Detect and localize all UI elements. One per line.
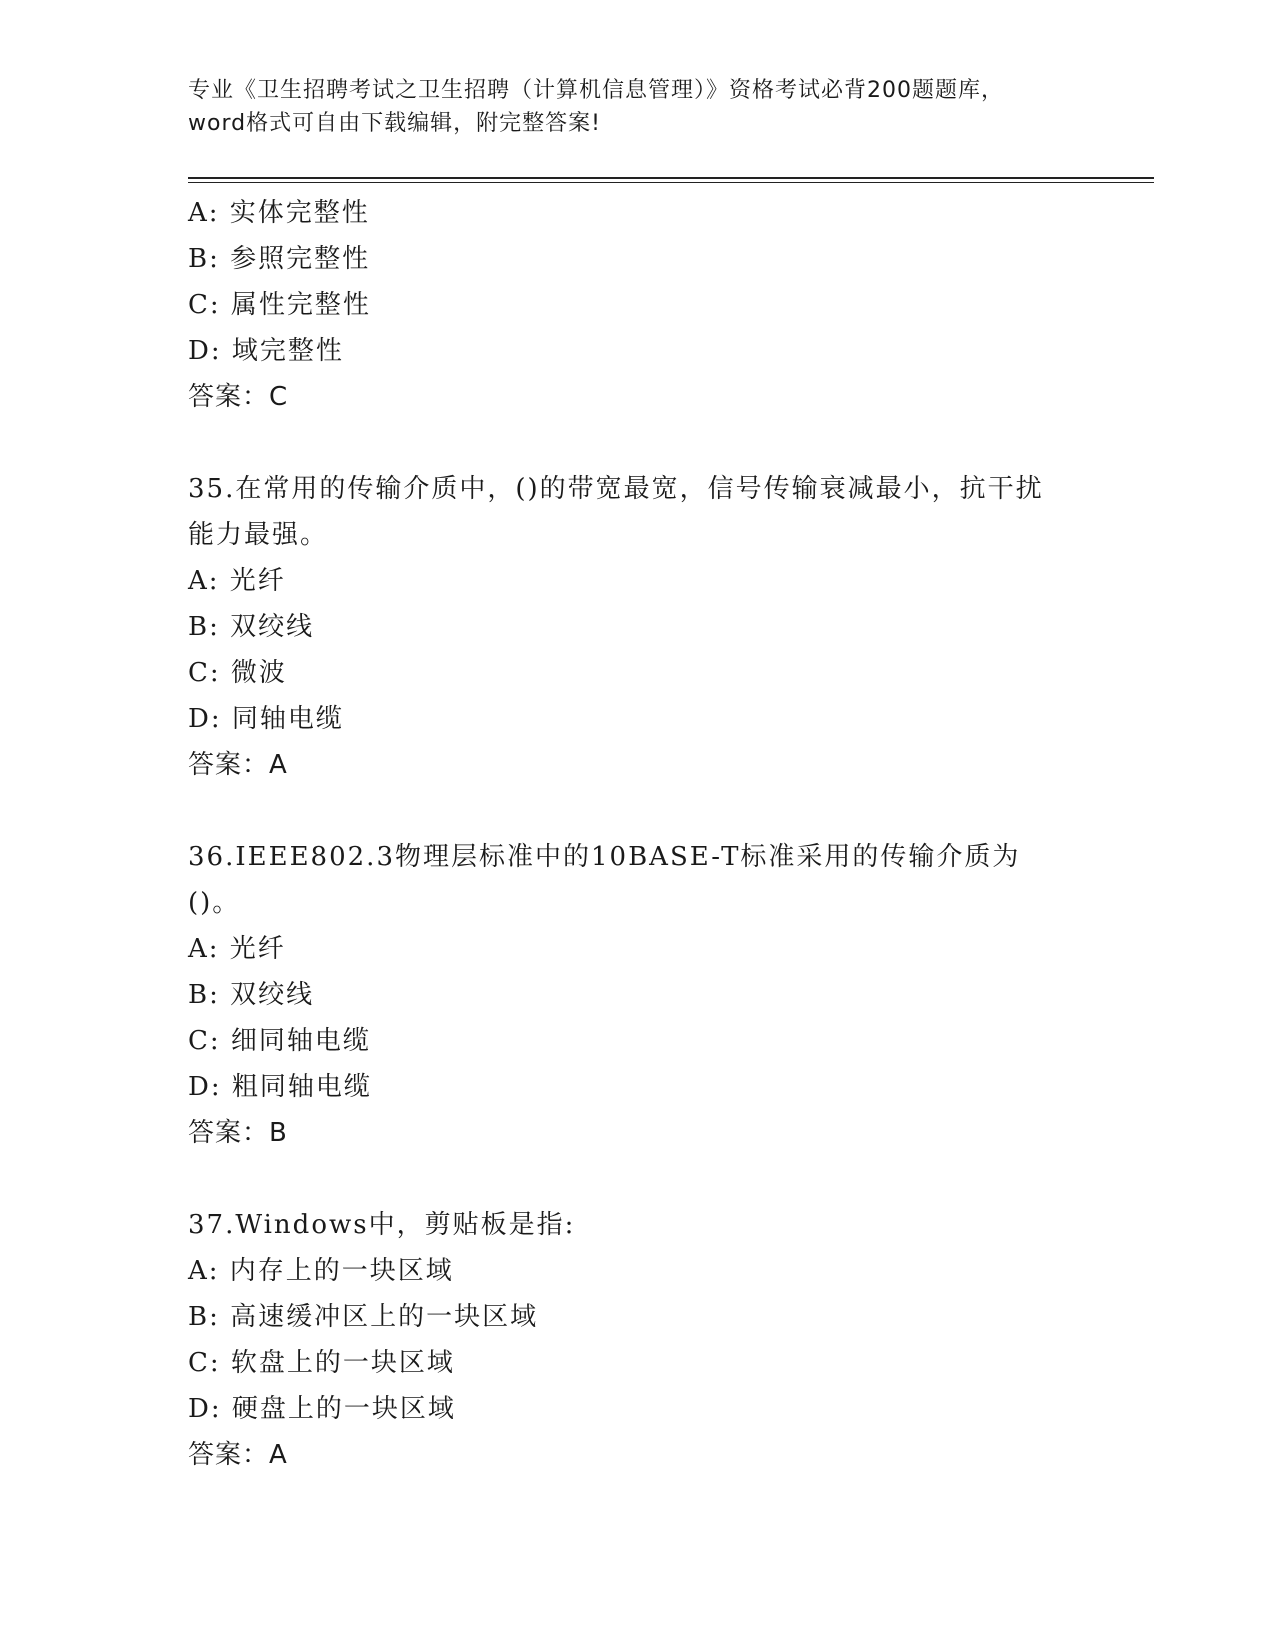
option-b: B: 双绞线	[188, 612, 315, 642]
question-stem: 35.在常用的传输介质中，()的带宽最宽，信号传输衰减最小，抗干扰能力最强。	[188, 474, 1044, 550]
header-divider	[188, 177, 1154, 179]
answer-line: 答案：B	[188, 1118, 288, 1148]
option-d: D: 域完整性	[188, 336, 344, 366]
header-title-line-2: word格式可自由下载编辑，附完整答案!	[188, 111, 601, 136]
question-stem: 36.IEEE802.3物理层标准中的10BASE-T标准采用的传输介质为()。	[188, 842, 1021, 918]
option-d: D: 硬盘上的一块区域	[188, 1394, 456, 1424]
option-a: A: 光纤	[188, 934, 286, 964]
document-header	[188, 74, 1088, 140]
option-d: D: 同轴电缆	[188, 704, 344, 734]
answer-line: 答案：A	[188, 750, 288, 780]
question-block-36	[188, 834, 1088, 1156]
option-c: C: 微波	[188, 658, 287, 688]
answer-line: 答案：A	[188, 1440, 288, 1470]
question-block-34	[188, 190, 1088, 420]
question-block-35	[188, 466, 1088, 788]
document-body	[188, 190, 1088, 1478]
option-b: B: 高速缓冲区上的一块区域	[188, 1302, 539, 1332]
answer-line: 答案：C	[188, 382, 289, 412]
option-c: C: 属性完整性	[188, 290, 371, 320]
option-b: B: 参照完整性	[188, 244, 371, 274]
question-stem: 37.Windows中，剪贴板是指:	[188, 1210, 576, 1240]
option-c: C: 软盘上的一块区域	[188, 1348, 455, 1378]
option-d: D: 粗同轴电缆	[188, 1072, 372, 1102]
option-c: C: 细同轴电缆	[188, 1026, 371, 1056]
option-a: A: 内存上的一块区域	[188, 1256, 454, 1286]
question-block-37	[188, 1202, 1088, 1478]
header-title-line-1: 专业《卫生招聘考试之卫生招聘（计算机信息管理）》资格考试必背200题题库，	[188, 78, 1004, 103]
option-b: B: 双绞线	[188, 980, 315, 1010]
option-a: A: 光纤	[188, 566, 286, 596]
option-a: A: 实体完整性	[188, 198, 370, 228]
